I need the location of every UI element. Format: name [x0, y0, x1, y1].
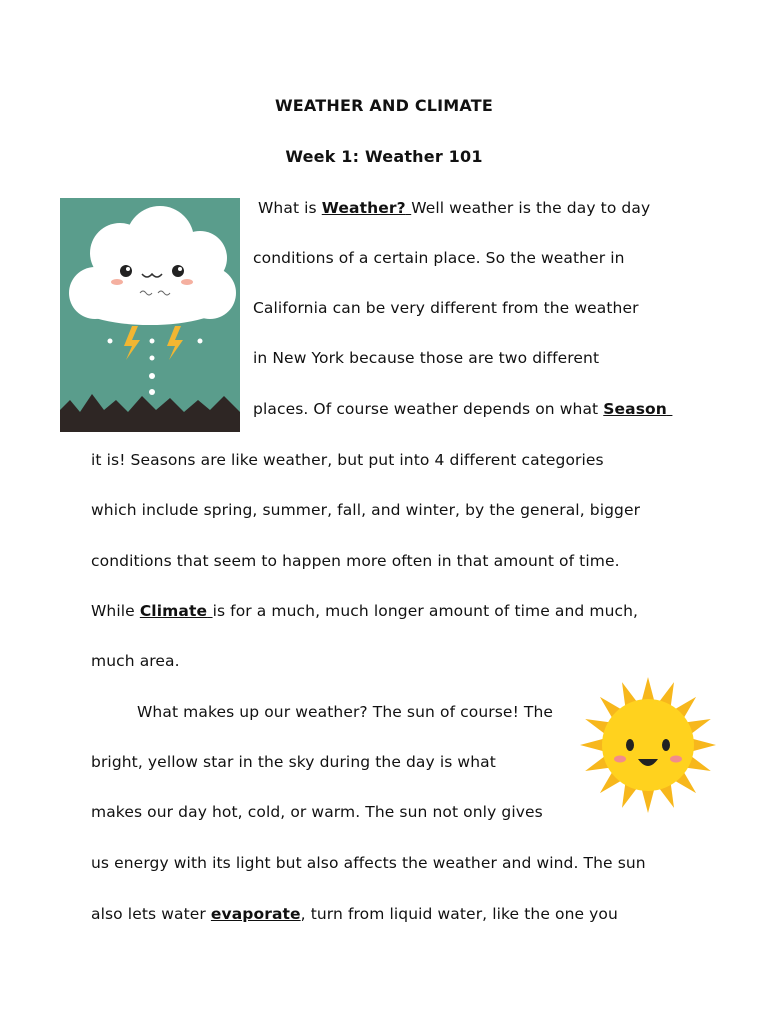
sun-illustration [578, 675, 718, 815]
keyword-climate [140, 602, 213, 620]
para1-line9 [91, 602, 638, 620]
text-fragment: also lets water [91, 905, 211, 923]
keyword-evaporate: evaporate [210, 905, 301, 923]
sun-ray [692, 739, 716, 752]
text-fragment: While [91, 602, 140, 620]
sun-ray [642, 789, 655, 813]
sun-eye-right [662, 739, 670, 751]
para2-line1: What makes up our weather? The sun of course! The [137, 703, 554, 721]
para1-line3: California can be very different from the weather [253, 299, 639, 317]
text-fragment: is for a much, much longer amount of time and much, [212, 602, 639, 620]
para1-line6: it is! Seasons are like weather, but put into 4 different categories [91, 451, 604, 469]
sun-blush-right [670, 756, 682, 763]
para1-line1 [258, 199, 650, 217]
sun-icon [602, 699, 694, 791]
text-fragment: places. Of course weather depends on what [253, 400, 604, 418]
storm-cloud-illustration [60, 198, 240, 432]
sun-ray [642, 677, 655, 701]
para2-line4: us energy with its light but also affects the weather and wind. The sun [91, 854, 646, 872]
text-fragment: What is [258, 199, 322, 217]
para2-line5 [91, 905, 618, 923]
keyword-gap [667, 400, 673, 418]
para1-line10: much area. [91, 652, 180, 670]
text-fragment: , turn from liquid water, like the one you [300, 905, 618, 923]
para2-line3: makes our day hot, cold, or warm. The sun not only gives [91, 803, 543, 821]
text-fragment: Well weather is the day to day [411, 199, 651, 217]
keyword-season [603, 400, 672, 418]
sun-ray [580, 739, 604, 752]
keyword-text: Climate [139, 602, 208, 620]
para1-line2: conditions of a certain place. So the weather in [253, 249, 625, 267]
keyword-weather [322, 199, 411, 217]
para1-line5 [253, 400, 672, 418]
para1-line4: in New York because those are two different [253, 349, 600, 367]
para1-line8: conditions that seem to happen more often in that amount of time. [91, 552, 620, 570]
document-subtitle: Week 1: Weather 101 [285, 147, 483, 166]
para2-line2: bright, yellow star in the sky during the day is what [91, 753, 496, 771]
keyword-text: Weather? [321, 199, 406, 217]
sun-blush-left [614, 756, 626, 763]
document-title: WEATHER AND CLIMATE [274, 96, 494, 115]
sun-eye-left [626, 739, 634, 751]
para1-line7: which include spring, summer, fall, and winter, by the general, bigger [91, 501, 641, 519]
keyword-text: Season [603, 400, 667, 418]
